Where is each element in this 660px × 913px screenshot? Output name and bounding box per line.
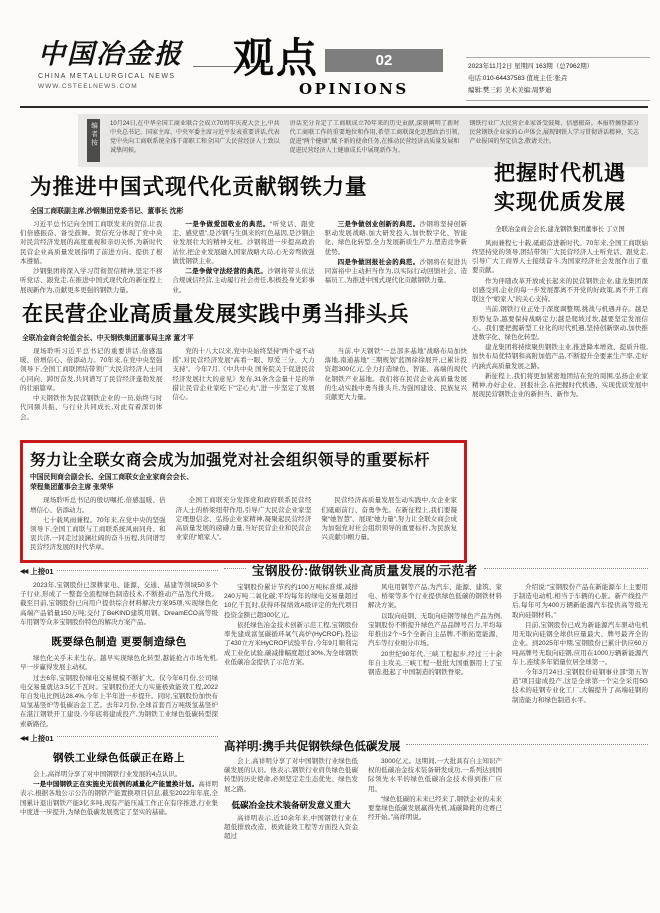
page-number-badge: 02: [325, 49, 443, 72]
masthead: [38, 40, 228, 90]
dotted-rule: [484, 567, 648, 569]
subheadline-low-carbon-tech: 低碳冶金技术装备研发意义重大: [231, 799, 351, 810]
body-column: [368, 757, 502, 900]
article-opportunity-byline: 全联冶金商会会长,建龙钢铁集团董事长 丁立国: [495, 225, 625, 233]
body-paragraph: 二是争做守法经营的典范。沙钢将带头依法合规诚信经营,主动履行社会责任,积极投身光彩事业。: [172, 268, 315, 294]
article-women-chamber-highlight-box: [20, 440, 467, 563]
body-column: [20, 220, 162, 297]
section-title-english: OPINIONS: [299, 80, 409, 98]
body-paragraph: 20世纪90年代,三峡工程起步,经过三十余年自主攻关,三峡工程一批批大国重器用上了宝钢造,挺起了中国制造的钢铁脊梁。: [368, 650, 502, 676]
body-paragraph: 现场聆听习近平总书记的重要讲话,倍感温暖、倍增信心、倍添动力。70年来,在党中央坚强领导下,全国工商联团结带领广大民营经济人士同心同向、踔厉奋发,共同谱写了民营经济蓬勃发展的壮丽篇章。: [20, 348, 163, 392]
article-steel-power-byline: 全国工商联副主席,沙钢集团党委书记、董事长 沈彬: [30, 208, 184, 215]
article-steel-power: [20, 170, 467, 297]
byline-line: 中国民间商会副会长、全国工商联女企业家商会会长、: [30, 474, 194, 481]
body-paragraphs: [224, 814, 358, 843]
body-paragraph: 绿色化关乎未来生存。越早实现绿色化转型,越能抢占市场先机,早一步赢得发展主动权。: [20, 655, 218, 672]
body-column: [321, 496, 457, 553]
body-paragraph: 过去6年,宝钢股份绿电交易规模不断扩大。仅今年6月份,公司绿电交易量就达3.5亿千瓦时。宝钢股份还大力实施极致能效工程,2022年自发电比例达28.4%,今年上半年进一步提升。同时,宝钢股份加快布局氢基竖炉等低碳冶金工艺。去年2月份,全球首套百万吨级氢基竖炉在湛江钢铁开工建设,今年底将建成投产,为钢铁工业绿色低碳转型探索新路径。: [20, 674, 218, 728]
body-paragraph: 介绍说:“宝钢股份产品在新能源车上主要用于制造电动机,相当于车辆的心脏。新产线投产后,每年可为400万辆新能源汽车提供高等级无取向硅钢材料。”: [512, 584, 648, 619]
paper-title: 中国冶金报: [38, 39, 183, 70]
article-baosteel-headline: 宝钢股份:做钢铁业高质量发展的示范者: [252, 564, 478, 578]
issue-date-line: 2023年11月2日 星期四 163期（总7962期）: [468, 63, 594, 70]
article-women-chamber-headline: 努力让全联女商会成为加强党对社会组织领导的重要标杆: [30, 450, 431, 469]
body-column: [176, 496, 312, 553]
dotted-rule: [57, 569, 218, 571]
article-vanguard: [20, 298, 467, 438]
article-gao-header: [224, 738, 648, 754]
subheadline-low-carbon-road: 钢铁工业绿色低碳正在路上: [53, 751, 185, 764]
body-paragraph: 作为伴随改革开放成长起来的民营钢铁企业,建龙集团深切感受到,企业的每一步发展都离不开党的好政策,离不开工商联这个“娘家人”的关心支持。: [472, 277, 648, 304]
body-paragraph: 高祥明表示,近10余年来,中国钢铁行业在超低排放改造、极致能效工程等方面投入资金超过: [224, 814, 358, 841]
body-paragraph: 沙钢集团将深入学习贯彻贺信精神,坚定不移听党话、跟党走,在推进中国式现代化的新征程上展现新作为,贡献更多更强的钢铁力量。: [20, 268, 163, 294]
jump-marker: [20, 566, 218, 577]
body-paragraph: 建龙集团将持续聚焦钢铁主业,推进降本增效、提质升级,加快布局优特钢和高附加值产品,不断提升全要素生产率,走好内涵式高质量发展之路。: [472, 344, 648, 370]
body-paragraph: 依托绿色冶金技术创新示范工程,宝钢股份率先建成富氢碳循环氧气高炉(HyCROF),投运了430立方米HyCROF试验平台,今年9月顺利完成工业化试验,碳减排幅度超过30%,为全球钢铁业低碳冶金提供了示范方案。: [224, 621, 358, 666]
body-paragraph: 宝钢股份累计节约约100万吨标准煤,减排240万吨二氧化碳;平均每年的绿电交易量超过10亿千瓦时,获得环保绩效A级评定的先代项目投资金额已超300亿元。: [224, 584, 358, 619]
body-paragraph: 以取向硅钢、无取向硅钢等绿色产品为例,宝钢股份不断提升绿色产品品牌号召力,平均每年推出2个~5个全新自主品牌,不断拓宽能源、汽车等行业细分市场。: [368, 612, 502, 648]
body-paragraph: 新征程上,我们将更加紧密地团结在党的周围,弘扬企业家精神,办好企业、回报社会,在把握时代机遇、实现优质发展中展现民营钢铁企业的新担当、新作为。: [472, 372, 648, 399]
body-column: [325, 220, 467, 297]
jump-marker: [20, 733, 218, 744]
body-column: [20, 581, 218, 628]
body-paragraph: 全国工商联充分发挥党和政府联系民营经济人士的桥梁纽带作用,引导广大民营企业家坚定理想信念、弘扬企业家精神,凝聚起民营经济高质量发展的磅礴力量,当好民营企业和民营企业家的“娘家人”。: [175, 497, 312, 542]
issue-info: [466, 57, 650, 101]
body-column: [224, 583, 358, 735]
body-paragraph: 中天钢铁作为民营钢铁企业的一员,始终与时代同频共振、与行业共同成长,对此有着深切体会。: [20, 395, 163, 421]
body-column: [472, 239, 648, 561]
body-column: [325, 347, 467, 438]
header-rule: [20, 106, 648, 108]
section-header: [233, 34, 443, 98]
body-paragraph: 3000亿元。这期间,一大批具有自主知识产权的低碳冶金技术装备研发成功,一系列达到国际领先水平的绿色低碳冶金技术得到推广应用。: [368, 758, 502, 793]
body-paragraph: 会上,高祥明分享了对中国钢铁行业发展的4点认识。: [33, 770, 182, 778]
body-paragraph: 一是中国钢铁正在实施史无前例的减量化产能置换计划。高祥明表示,根据各地公示公告的钢铁产能置换项目信息,截至2022年年底,全国累计退出钢铁产能3亿多吨,现有产能压减工作正在有序推进,行业集中度进一步提升,为绿色低碳发展奠定了坚实的基础。: [20, 781, 218, 816]
paper-website: WWW.CSTEELNEWS.COM: [38, 82, 138, 90]
editor-note-column: 讲话充分肯定了工商联成立70年来的历史贡献,深刻阐明了新时代工商联工作的重要地位和作用,希望工商联深化思想政治引领,促进“两个健康”,赋予新的使命任务,在推动民营经济高质量发展和促进民营经济人士健康成长中展现新作为。: [289, 121, 460, 154]
body-paragraph: 会上,高祥明分享了对中国钢铁行业绿色低碳发展的认识。他表示,钢铁行业肩负绿色低碳转型的历史使命,必须坚定走生态优先、绿色发展之路。: [224, 758, 358, 793]
section-title: 观点: [233, 34, 319, 82]
subheadline-green-manufacturing: 既要绿色制造 更要制造绿色: [51, 636, 187, 649]
body-column: [30, 496, 166, 553]
issue-contact-line: 电话:010-64437583 值班主任:张垚: [468, 75, 568, 83]
body-column: [20, 347, 162, 438]
issue-editor-line: 编辑:樊三彩 美术美编:周梦迪: [468, 87, 552, 95]
body-column: [172, 220, 314, 297]
body-column: [368, 583, 502, 735]
body-paragraph: 现场聆听总书记的殷切嘱托,倍感温暖、倍增信心、倍添动力。: [30, 497, 166, 514]
body-paragraph: 当前,钢铁行业正处于深度调整期,挑战与机遇并存。越是形势复杂,越要保持战略定力;越是爬坡过坎,越要坚定发展信心。我们要把握新型工业化的时代机遇,坚持创新驱动,加快推进数字化、绿色化转型。: [472, 306, 648, 341]
jump-marker-label: 上接01: [30, 567, 54, 576]
article-gao-headline: 高祥明:携手共促钢铁绿色低碳发展: [224, 741, 401, 753]
body-paragraph: 今年3月24日,宝钢股份硅钢事业部“第五智造”项目建成投产,这是全球第一个完全采用5G技术的硅钢专业化工厂,大幅提升了高端硅钢的制造能力和绿色制造水平。: [512, 668, 648, 704]
dotted-rule: [57, 735, 218, 737]
dotted-rule: [224, 567, 246, 569]
body-paragraph: 三是争做创业创新的典范。沙钢将坚持创新驱动发展战略,加大研发投入,加快数字化、智能化、绿色化转型,全力发展新质生产力,塑造竞争新优势。: [324, 221, 467, 256]
article-baosteel-header: [224, 561, 648, 579]
editor-note-column: 10月24日,在中华全国工商业联合会成立70周年庆祝大会上,中共中央总书记、国家主席、中央军委主席习近平发表重要讲话,代表党中央向工商联系统全体干部职工和全国广大民营经济人士致以诚挚问候。: [110, 121, 280, 154]
article-opportunity: [472, 158, 648, 561]
continued-arrows-icon: ◀◀: [20, 735, 28, 742]
headline-line: 把握时代机遇: [494, 160, 626, 185]
article-women-chamber-byline: [30, 473, 457, 493]
body-paragraph: 风电用钢等产品,为汽车、能源、建筑、家电、桥梁等多个行业提供绿色低碳的钢铁材料解决方案。: [368, 584, 502, 610]
editor-note-label: 编者按: [87, 119, 100, 162]
dotted-rule: [406, 743, 648, 745]
body-paragraph: 目前,宝钢股份已成为新能源汽车驱动电机用无取向硅钢全球供应量最大、牌号最齐全的企业。到2025年中期,宝钢股份已累计供应60万吨高牌号无取向硅钢,应用在1000万辆新能源汽车上,连续多年销量位居全球第一。: [512, 621, 648, 666]
body-paragraph: “绿色低碳的未来已经来了,钢铁企业的未来要靠绿色低碳发展赢得先机,减碳降耗的竞赛已经开始。”高祥明说。: [368, 795, 502, 822]
body-column: [20, 770, 218, 818]
body-paragraphs: [224, 757, 358, 795]
jump-marker-label: 上接01: [30, 733, 54, 743]
body-paragraph: 习近平总书记向全国工商联发来的贺信,让我们倍感振奋、备受鼓舞。贺信充分体现了党中央对民营经济发展的高度重视和亲切关怀,为新时代民营企业高质量发展指明了前进方向、提供了根本遵循。: [20, 221, 163, 265]
body-paragraph: 七十载风雨兼程。70年来,在党中央的坚强领导下,全国工商联与工商联系统风雨同舟、和衷共济,一同走过波澜壮阔的奋斗历程,共同谱写民营经济发展的时代华章。: [30, 516, 166, 552]
paper-title-english: CHINA METALLURGICAL NEWS: [38, 72, 176, 80]
body-paragraph: 四是争做回报社会的典范。沙钢将在促进共同富裕中主动担当作为,以实际行动回馈社会、造福员工,为推进中国式现代化贡献钢铁力量。: [324, 258, 467, 285]
byline-line: 荣程集团董事会主席 张荣华: [30, 484, 114, 492]
body-column: [20, 654, 218, 730]
body-paragraph: 党的十八大以来,党中央始终坚持“两个毫不动摇”,对民营经济发展“高看一眼、厚爱三分、大力支持”。今年7月,《中共中央 国务院关于促进民营经济发展壮大的意见》发布,31条含金量十足的举措让民营企业家吃下“定心丸”,进一步坚定了发展信心。: [172, 348, 315, 402]
editor-note-column: 钢铁行业广大民营企业家备受鼓舞、倍感振奋。本报特摘登部分民营钢铁企业家的心声体会,展现钢铁人学习贯彻讲话精神、矢志产业报国的坚定信念,敬请关注。: [469, 121, 640, 145]
article-vanguard-byline: 全联冶金商会轮值会长、中天钢铁集团董事局主席 董才平: [22, 335, 194, 342]
body-column: [172, 347, 314, 438]
body-paragraph: 民营经济高质量发展生动实践中,女企业家们砥砺前行、奋勇争先。在新征程上,我们要凝聚“她智慧”、展现“她力量”,努力让全联女商会成为加强党对社会组织领导的重要标杆,为民族复兴贡献巾帼力量。: [321, 497, 458, 542]
body-paragraph: 风雨兼程七十载,砥砺奋进新时代。70年来,全国工商联始终坚持党的领导,团结带领广大民营经济人士听党话、跟党走,引导广大工商界人士接续奋斗,为国家经济社会发展作出了重要贡献。: [472, 239, 648, 275]
headline-line: 实现优质发展: [494, 189, 626, 215]
article-vanguard-headline: 在民营企业高质量发展实践中勇当排头兵: [22, 301, 409, 326]
body-paragraph: 一是争做爱国敬业的典范。“听党话、跟党走、感党恩”,是沙钢与生俱来的红色基因,是沙钢企业发展壮大的精神支柱。沙钢将进一步提高政治站位,把企业发展融入国家战略大局,心无旁骛做强做优钢铁主业。: [172, 221, 315, 265]
article-opportunity-headline: [472, 158, 648, 217]
article-steel-power-headline: 为推进中国式现代化贡献钢铁力量: [30, 175, 368, 200]
continued-arrows-icon: ◀◀: [20, 569, 28, 575]
body-paragraph: 当前,中天钢铁“一总部多基地”战略布局加快落地,南通基地“三期规划”蓝图徐徐展开,已累计投资超300亿元,全力打造绿色、智能、高端的现代化钢铁产业基地。我们将在民营企业高质量发展的生动实践中勇当排头兵,为强国建设、民族复兴贡献更大力量。: [324, 348, 467, 402]
body-paragraph: 2023年,宝钢股份已深耕家电、能源、交通、基建等领域50多个子行业,形成了一整套全流程绿色制造技术,不断推动产品迭代升级。截至目前,宝钢股份已向用户提供综合材料解决方案95项,实现绿色化高端产品销量150万吨;交付了BeKIND建筑用钢、DreamECO高等级车用钢等众多宝钢股份特色的解决方案产品。: [20, 582, 218, 626]
continuation-column: [20, 563, 218, 900]
body-column: [224, 757, 358, 900]
